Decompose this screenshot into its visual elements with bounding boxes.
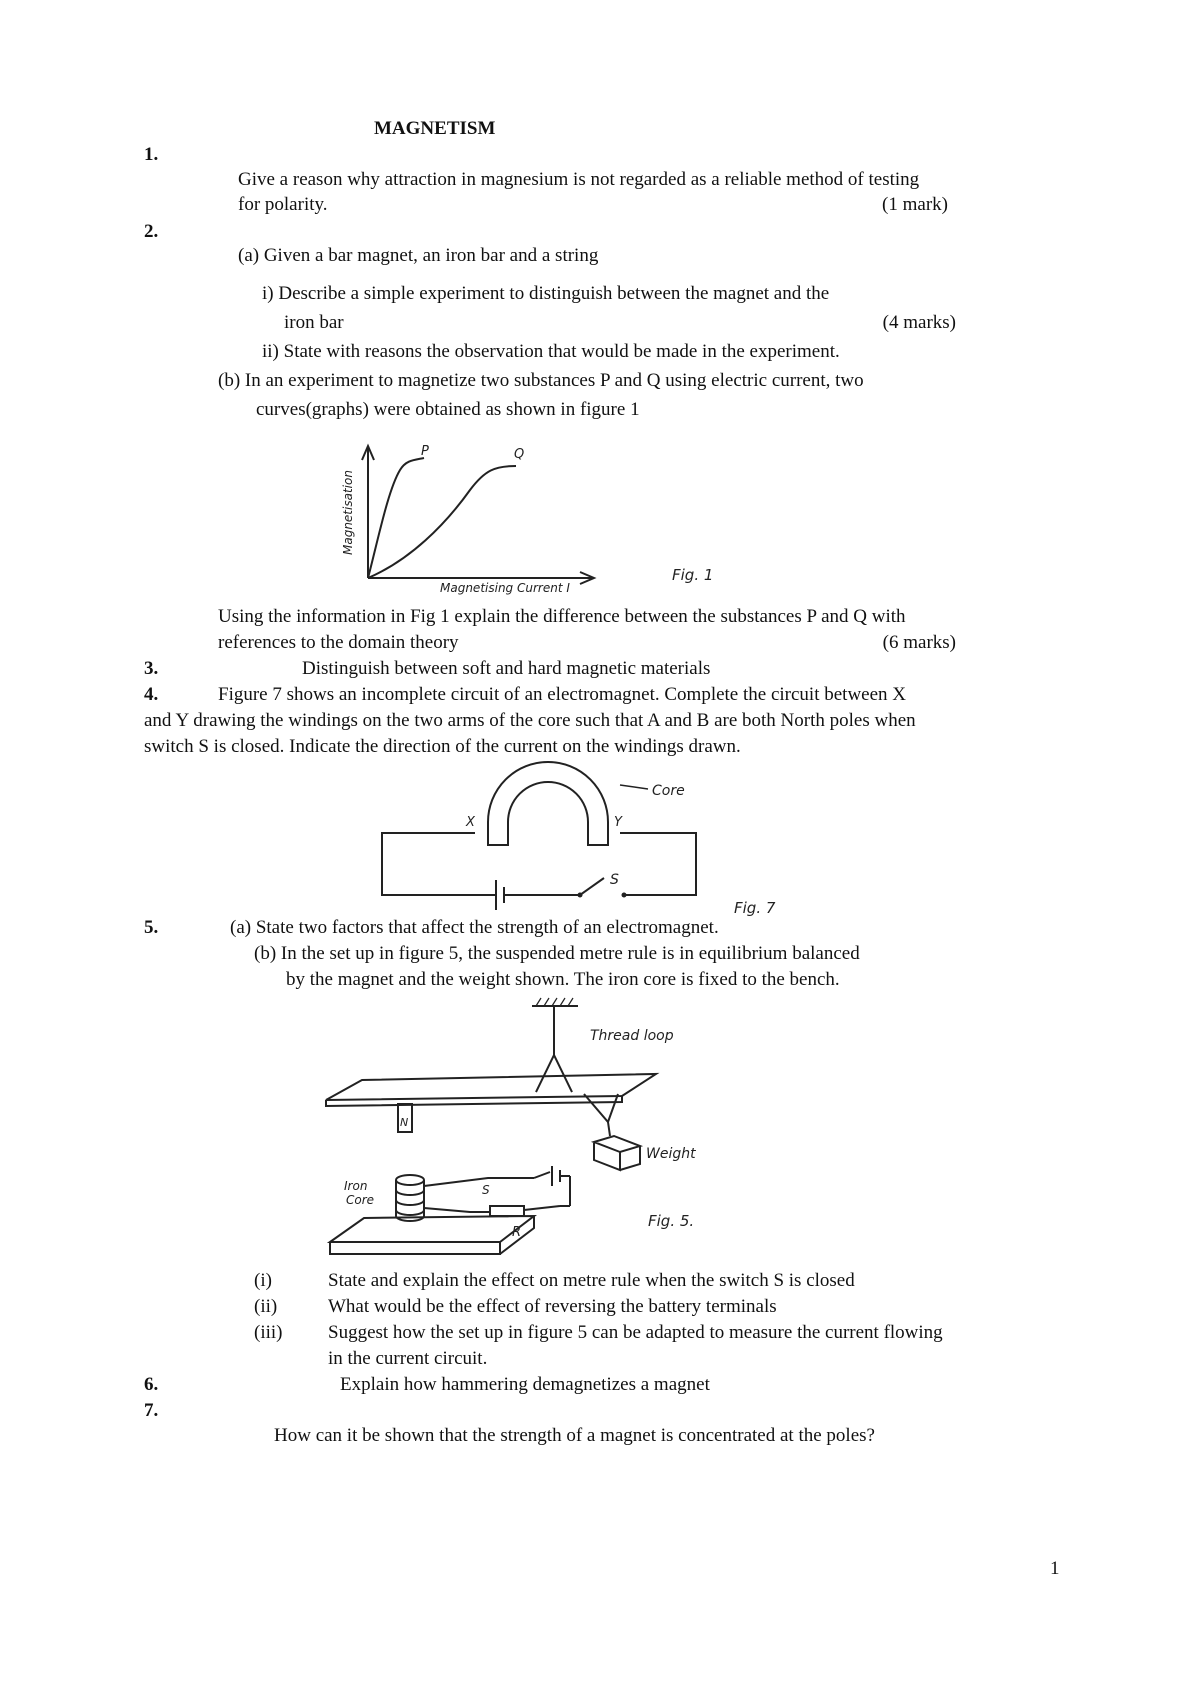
question-5-part-3-label: (iii) bbox=[254, 1322, 283, 1343]
metre-rule bbox=[326, 1074, 656, 1100]
question-4-line-3: switch S is closed. Indicate the direction of the current on the windings drawn. bbox=[144, 736, 741, 757]
resistor-r bbox=[490, 1206, 524, 1216]
question-2-number: 2. bbox=[144, 221, 159, 242]
fig7-label-core: Core bbox=[652, 783, 685, 799]
question-2a-i-marks: (4 marks) bbox=[882, 312, 956, 333]
question-1-marks: (1 mark) bbox=[882, 194, 948, 215]
question-4-line-1: Figure 7 shows an incomplete circuit of an electromagnet. Complete the circuit between X bbox=[218, 684, 906, 705]
coil-wire-lower bbox=[424, 1208, 490, 1212]
iron-core-body bbox=[396, 1180, 424, 1221]
fig1-label-p: P bbox=[421, 444, 429, 459]
question-5-part-2-label: (ii) bbox=[254, 1296, 278, 1317]
question-3-text: Distinguish between soft and hard magnetic materials bbox=[302, 658, 711, 679]
fig7-label-s: S bbox=[610, 872, 619, 888]
fig1-ylabel: Magnetisation bbox=[341, 470, 355, 555]
fig5-label-r: R bbox=[512, 1225, 522, 1240]
thread-loop bbox=[536, 1055, 572, 1092]
weight-block bbox=[594, 1136, 640, 1170]
page-number: 1 bbox=[1050, 1558, 1060, 1579]
question-5-part-1-text: State and explain the effect on metre rule when the switch S is closed bbox=[328, 1270, 855, 1291]
fig5-label-core: Core bbox=[346, 1193, 375, 1207]
question-2b-line-1: (b) In an experiment to magnetize two substances P and Q using electric current, two bbox=[218, 370, 864, 391]
fig7-label-y: Y bbox=[614, 815, 622, 830]
question-5-part-3-text-line-2: in the current circuit. bbox=[328, 1348, 488, 1369]
coil-windings bbox=[396, 1190, 424, 1215]
figure-1-axes bbox=[362, 446, 594, 584]
question-5-number: 5. bbox=[144, 917, 159, 938]
fig1-xlabel: Magnetising Current I bbox=[440, 581, 570, 595]
question-2a-i-line-1: i) Describe a simple experiment to distinguish between the magnet and the bbox=[262, 283, 830, 304]
question-5-part-2-text: What would be the effect of reversing the battery terminals bbox=[328, 1296, 777, 1317]
fig5-caption: Fig. 5. bbox=[648, 1212, 695, 1230]
fig7-caption: Fig. 7 bbox=[734, 899, 776, 917]
fig7-label-x: X bbox=[466, 815, 475, 830]
question-5b-line-1: (b) In the set up in figure 5, the suspended metre rule is in equilibrium balanced bbox=[254, 943, 860, 964]
question-5-part-1-label: (i) bbox=[254, 1270, 272, 1291]
question-7-text: How can it be shown that the strength of a magnet is concentrated at the poles? bbox=[274, 1425, 875, 1446]
question-1-line-1: Give a reason why attraction in magnesium is not regarded as a reliable method of testing bbox=[238, 169, 920, 190]
question-2a-ii-text: ii) State with reasons the observation that would be made in the experiment. bbox=[262, 341, 840, 362]
question-5b-line-2: by the magnet and the weight shown. The iron core is fixed to the bench. bbox=[286, 969, 840, 990]
magnet-n bbox=[398, 1104, 412, 1132]
question-2a-i-line-2: iron bar bbox=[284, 312, 344, 333]
circuit-wires bbox=[382, 833, 696, 910]
question-5a-text: (a) State two factors that affect the strength of an electromagnet. bbox=[230, 917, 719, 938]
question-2a-text: (a) Given a bar magnet, an iron bar and a string bbox=[238, 245, 599, 266]
question-2b-line-2: curves(graphs) were obtained as shown in figure 1 bbox=[256, 399, 640, 420]
fig1-label-q: Q bbox=[514, 447, 525, 462]
iron-core-top bbox=[396, 1175, 424, 1185]
question-7-number: 7. bbox=[144, 1400, 159, 1421]
question-2b-after-line-1: Using the information in Fig 1 explain the difference between the substances P and Q with bbox=[218, 606, 906, 627]
page-title: MAGNETISM bbox=[374, 118, 496, 139]
question-3-number: 3. bbox=[144, 658, 159, 679]
fig5-label-thread: Thread loop bbox=[590, 1028, 674, 1044]
question-2b-after-line-2: references to the domain theory bbox=[218, 632, 459, 653]
curve-q bbox=[368, 466, 516, 578]
question-6-text: Explain how hammering demagnetizes a magnet bbox=[340, 1374, 710, 1395]
fig1-caption: Fig. 1 bbox=[672, 566, 714, 584]
fig5-label-n: N bbox=[400, 1116, 409, 1129]
weight-strings bbox=[584, 1094, 618, 1122]
question-5-part-3-text: Suggest how the set up in figure 5 can be adapted to measure the current flowing bbox=[328, 1322, 943, 1343]
curve-p bbox=[368, 458, 424, 578]
u-shaped-core bbox=[488, 762, 608, 845]
coil-wire-upper bbox=[424, 1178, 534, 1186]
fig5-label-iron: Iron bbox=[344, 1179, 368, 1193]
question-4-number: 4. bbox=[144, 684, 159, 705]
fig5-label-weight: Weight bbox=[646, 1146, 696, 1162]
question-4-line-2: and Y drawing the windings on the two arms of the core such that A and B are both North poles when bbox=[144, 710, 916, 731]
question-2b-after-marks: (6 marks) bbox=[882, 632, 956, 653]
bench bbox=[330, 1216, 534, 1254]
fig5-label-s: S bbox=[482, 1183, 490, 1197]
question-1-number: 1. bbox=[144, 144, 159, 165]
question-6-number: 6. bbox=[144, 1374, 159, 1395]
question-1-line-2: for polarity. bbox=[238, 194, 328, 215]
